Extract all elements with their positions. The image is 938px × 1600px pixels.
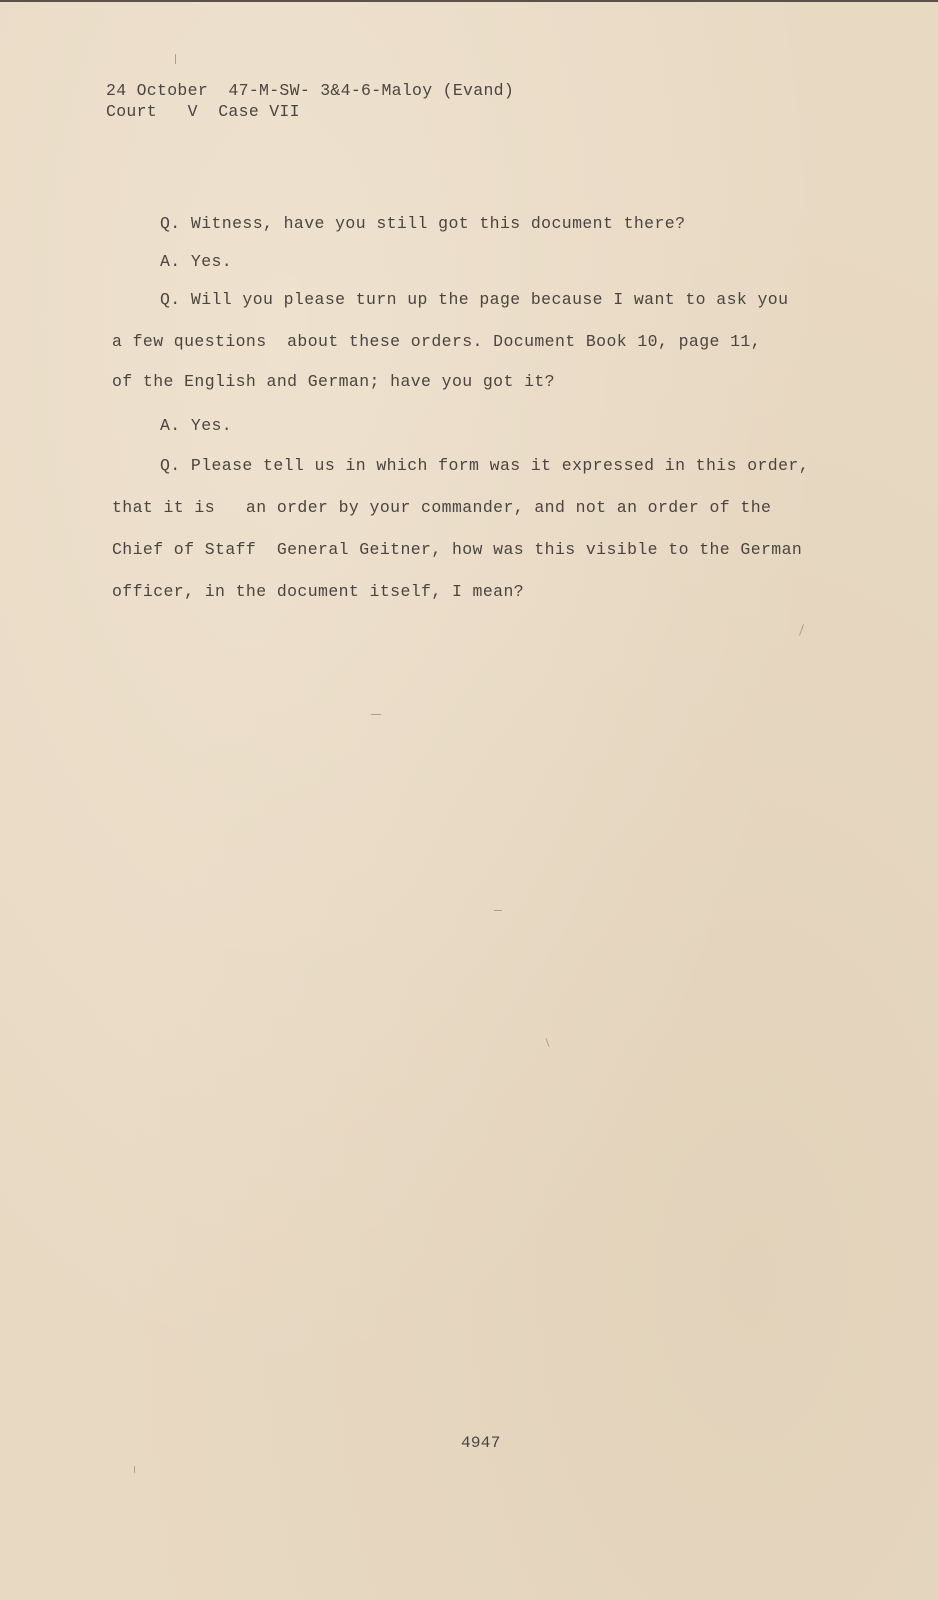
paper-speck [371,714,381,715]
transcript-line: that it is an order by your commander, and not an order of the [112,498,772,517]
page-number: 4947 [461,1434,501,1452]
transcript-line: Chief of Staff General Geitner, how was this visible to the German [112,540,803,559]
transcript-line: A. Yes. [160,252,233,271]
paper-speck [545,1038,549,1047]
transcript-line: A. Yes. [160,416,233,435]
transcript-line: a few questions about these orders. Document Book 10, page 11, [112,332,762,351]
transcript-line: of the English and German; have you got it? [112,372,555,391]
header-court-case: Court V Case VII [106,102,300,121]
transcript-line: Q. Please tell us in which form was it expressed in this order, [160,456,810,475]
transcript-line: Q. Witness, have you still got this document there? [160,214,686,233]
paper-speck [494,910,502,911]
transcript-line: Q. Will you please turn up the page because I want to ask you [160,290,789,309]
paper-speck [175,54,176,64]
document-header [106,80,514,122]
header-date-reference: 24 October 47-M-SW- 3&4-6-Maloy (Evand) [106,81,515,100]
paper-speck [134,1466,135,1473]
paper-speck [799,624,804,636]
transcript-line: officer, in the document itself, I mean? [112,582,525,601]
